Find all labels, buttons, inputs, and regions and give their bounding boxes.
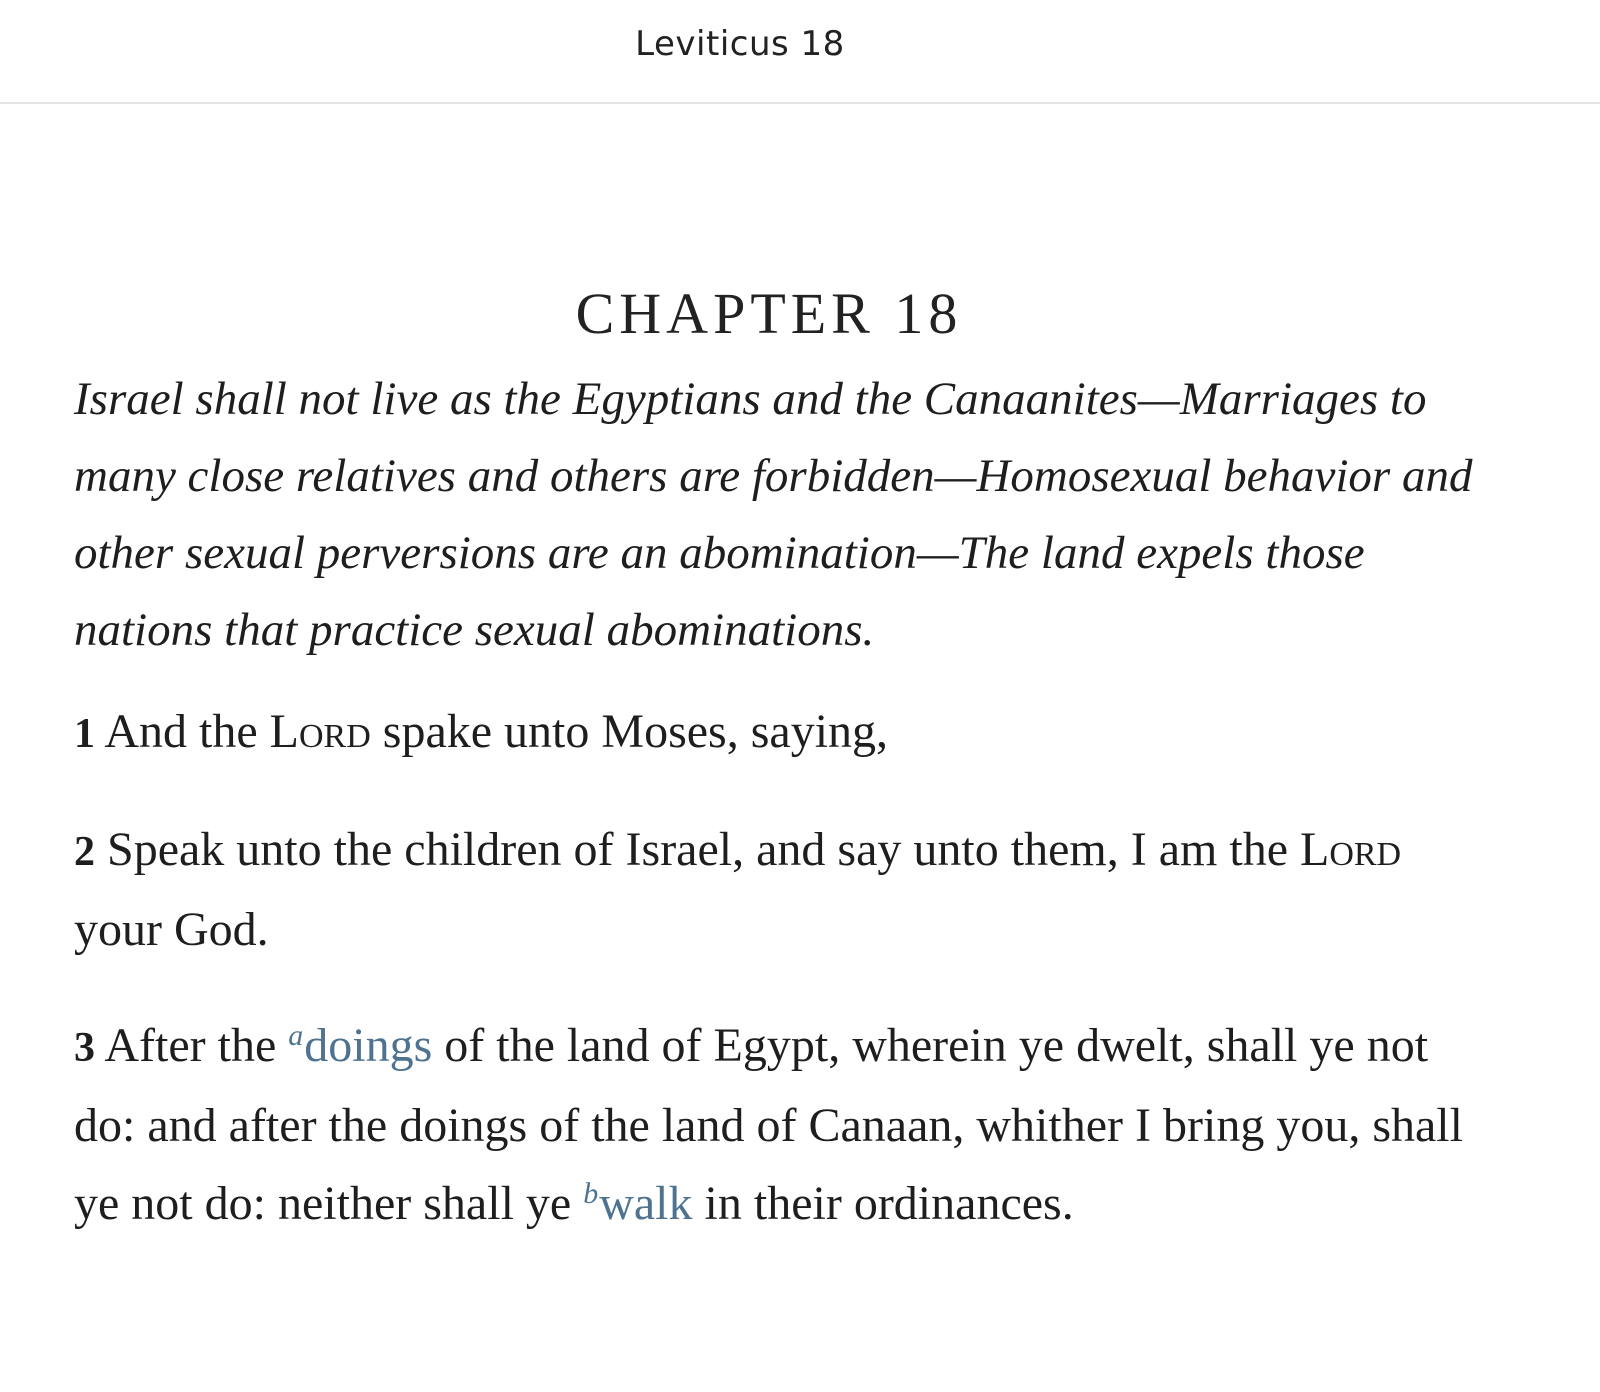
footnote-marker: a <box>288 1019 304 1052</box>
lord-small-caps: Lord <box>269 705 371 758</box>
verse-text: After the <box>95 1019 289 1072</box>
verse-3[interactable] <box>74 1007 1474 1243</box>
chapter-summary: Israel shall not live as the Egyptians and the Canaanites—Marriages to many close relatives and others are forbidden—Homosexual behavior and other sexual perversions are an abomination—The land expels those nations that practice sexual abominations. <box>74 373 1473 656</box>
footnote-word: doings <box>304 1019 433 1072</box>
chapter-content <box>74 280 1474 1281</box>
verse-text: Speak unto the children of Israel, and say unto them, I am the <box>95 823 1300 876</box>
verse-text: your God. <box>74 903 269 956</box>
verse-text: of the land of Egypt, wherein ye dwelt, shall ye not do: and after the doings of the land of Canaan, whither I bring you, shall ye not do: neither shall ye <box>74 1019 1463 1230</box>
footnote-marker: b <box>583 1177 599 1210</box>
book-chapter-title: Leviticus 18 <box>635 24 845 64</box>
footnote-word: walk <box>599 1177 693 1230</box>
verse-1[interactable] <box>74 693 1474 773</box>
verse-text: in their ordinances. <box>692 1177 1074 1230</box>
lord-small-caps: Lord <box>1300 823 1402 876</box>
footnote-link-doings[interactable] <box>288 1019 432 1072</box>
footnote-link-walk[interactable] <box>583 1177 692 1230</box>
top-bar <box>0 0 1600 104</box>
verse-text: spake unto Moses, saying, <box>370 705 889 758</box>
verse-number: 1 <box>74 711 95 757</box>
verse-number: 2 <box>74 829 95 875</box>
verse-text: And the <box>95 705 270 758</box>
chapter-heading: CHAPTER 18 <box>575 281 963 346</box>
verse-2[interactable] <box>74 811 1474 969</box>
verse-number: 3 <box>74 1025 95 1071</box>
